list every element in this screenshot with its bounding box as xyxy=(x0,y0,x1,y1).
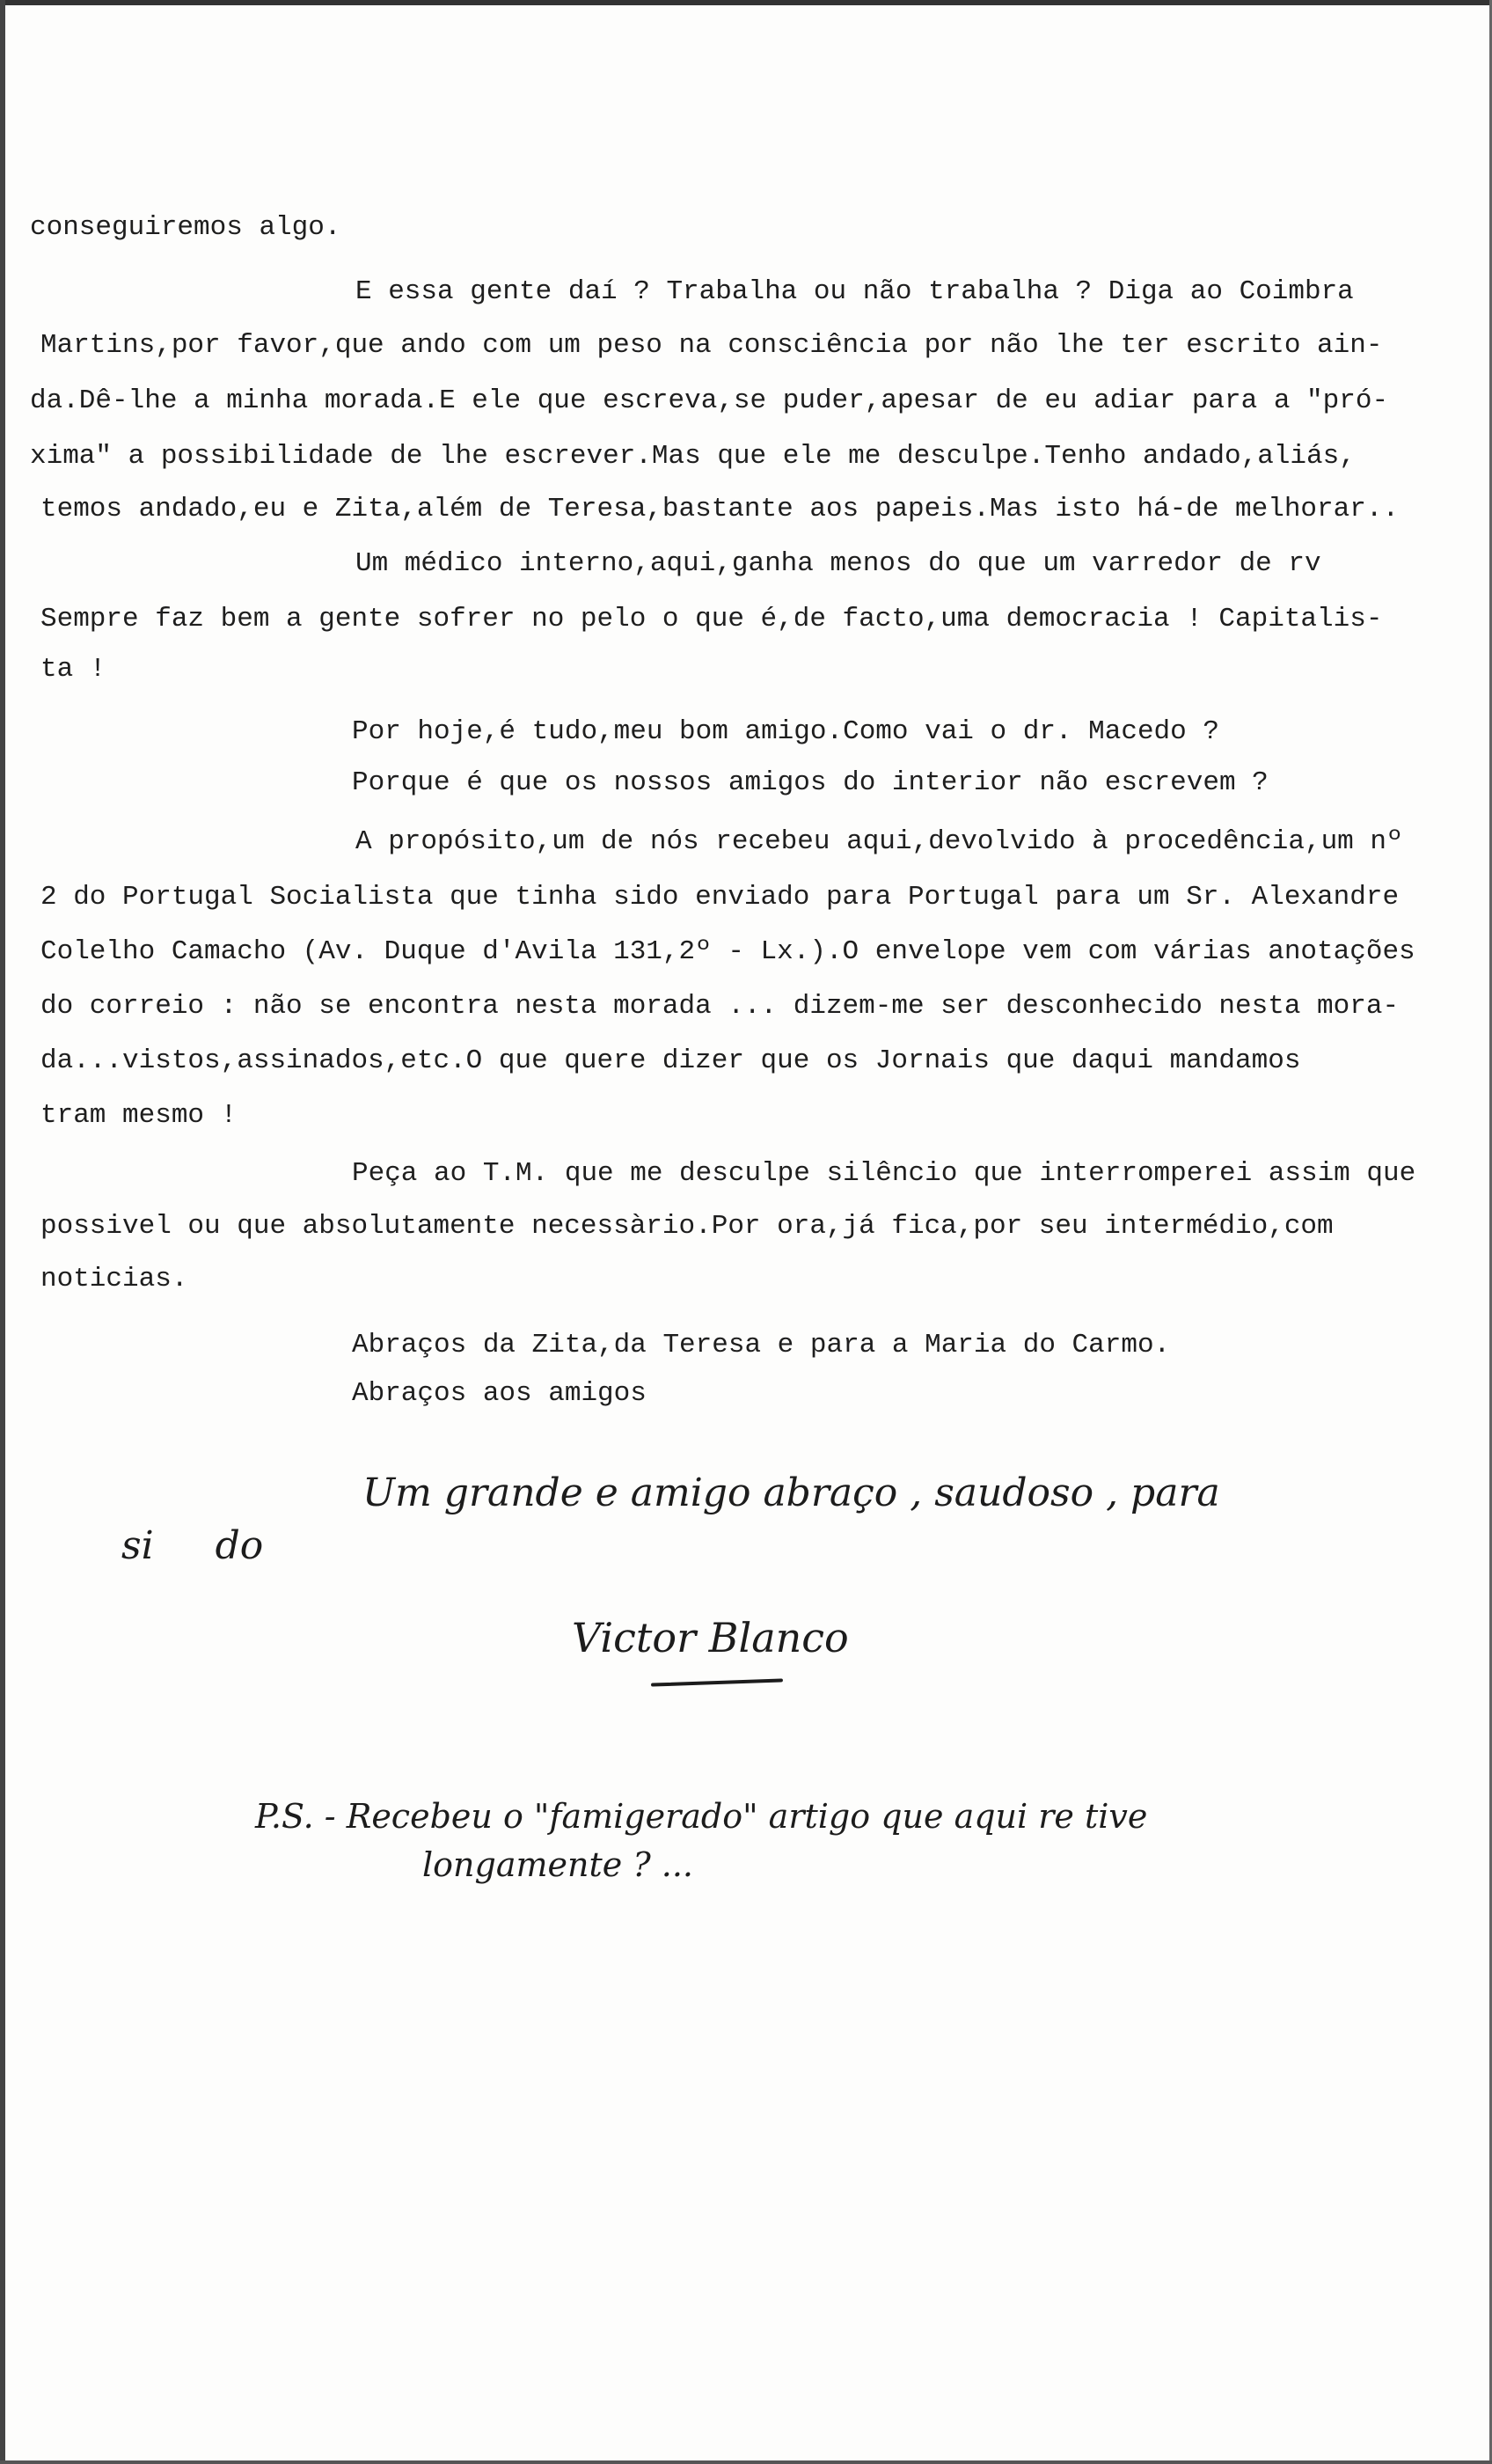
letter-line-3: Martins,por favor,que ando com um peso na consciência por não lhe ter escrito ain- xyxy=(40,330,1383,361)
letter-line-14: Colelho Camacho (Av. Duque d'Avila 131,2º - Lx.).O envelope vem com várias anotações xyxy=(40,936,1415,967)
letter-line-12: A propósito,um de nós recebeu aqui,devolvido à procedência,um nº xyxy=(355,826,1403,857)
page-edge-bottom xyxy=(0,2460,1492,2464)
letter-line-19: possivel ou que absolutamente necessàrio.Por ora,já fica,por seu intermédio,com xyxy=(40,1211,1334,1242)
letter-line-10: Por hoje,é tudo,meu bom amigo.Como vai o dr. Macedo ? xyxy=(352,716,1219,747)
letter-line-22: Abraços aos amigos xyxy=(352,1378,647,1409)
letter-line-13: 2 do Portugal Socialista que tinha sido enviado para Portugal para um Sr. Alexandre xyxy=(40,882,1400,913)
signature-underline xyxy=(651,1678,783,1686)
letter-line-18: Peça ao T.M. que me desculpe silêncio que interromperei assim que xyxy=(352,1158,1416,1189)
letter-line-16: da...vistos,assinados,etc.O que quere dizer que os Jornais que daqui mandamos xyxy=(40,1045,1301,1076)
letter-line-7: Um médico interno,aqui,ganha menos do que um varredor de rv xyxy=(355,548,1321,579)
page-edge-top xyxy=(0,0,1492,5)
letter-line-15: do correio : não se encontra nesta morada ... dizem-me ser desconhecido nesta mora- xyxy=(40,991,1400,1022)
letter-line-21: Abraços da Zita,da Teresa e para a Maria do Carmo. xyxy=(352,1330,1171,1360)
letter-line-5: xima" a possibilidade de lhe escrever.Mas que ele me desculpe.Tenho andado,aliás, xyxy=(30,441,1356,472)
handwritten-closing-continued: si do xyxy=(121,1523,264,1568)
letter-line-4: da.Dê-lhe a minha morada.E ele que escreva,se puder,apesar de eu adiar para a "pró- xyxy=(30,385,1389,416)
letter-line-1: conseguiremos algo. xyxy=(30,212,341,243)
letter-line-2: E essa gente daí ? Trabalha ou não trabalha ? Diga ao Coimbra xyxy=(355,276,1354,307)
letter-line-11: Porque é que os nossos amigos do interior não escrevem ? xyxy=(352,767,1269,798)
handwritten-closing: Um grande e amigo abraço , saudoso , para xyxy=(362,1470,1220,1515)
letter-line-9: ta ! xyxy=(40,654,106,685)
letter-line-6: temos andado,eu e Zita,além de Teresa,bastante aos papeis.Mas isto há-de melhorar.. xyxy=(40,494,1400,524)
handwritten-signature: Victor Blanco xyxy=(572,1614,849,1661)
letter-line-17: tram mesmo ! xyxy=(40,1100,238,1131)
handwritten-postscript-line-1: P.S. - Recebeu o "famigerado" artigo que aqui re tive xyxy=(255,1797,1148,1836)
letter-line-8: Sempre faz bem a gente sofrer no pelo o que é,de facto,uma democracia ! Capitalis- xyxy=(40,604,1383,634)
handwritten-postscript-line-2: longamente ? ... xyxy=(422,1845,694,1884)
letter-line-20: noticias. xyxy=(40,1264,188,1294)
